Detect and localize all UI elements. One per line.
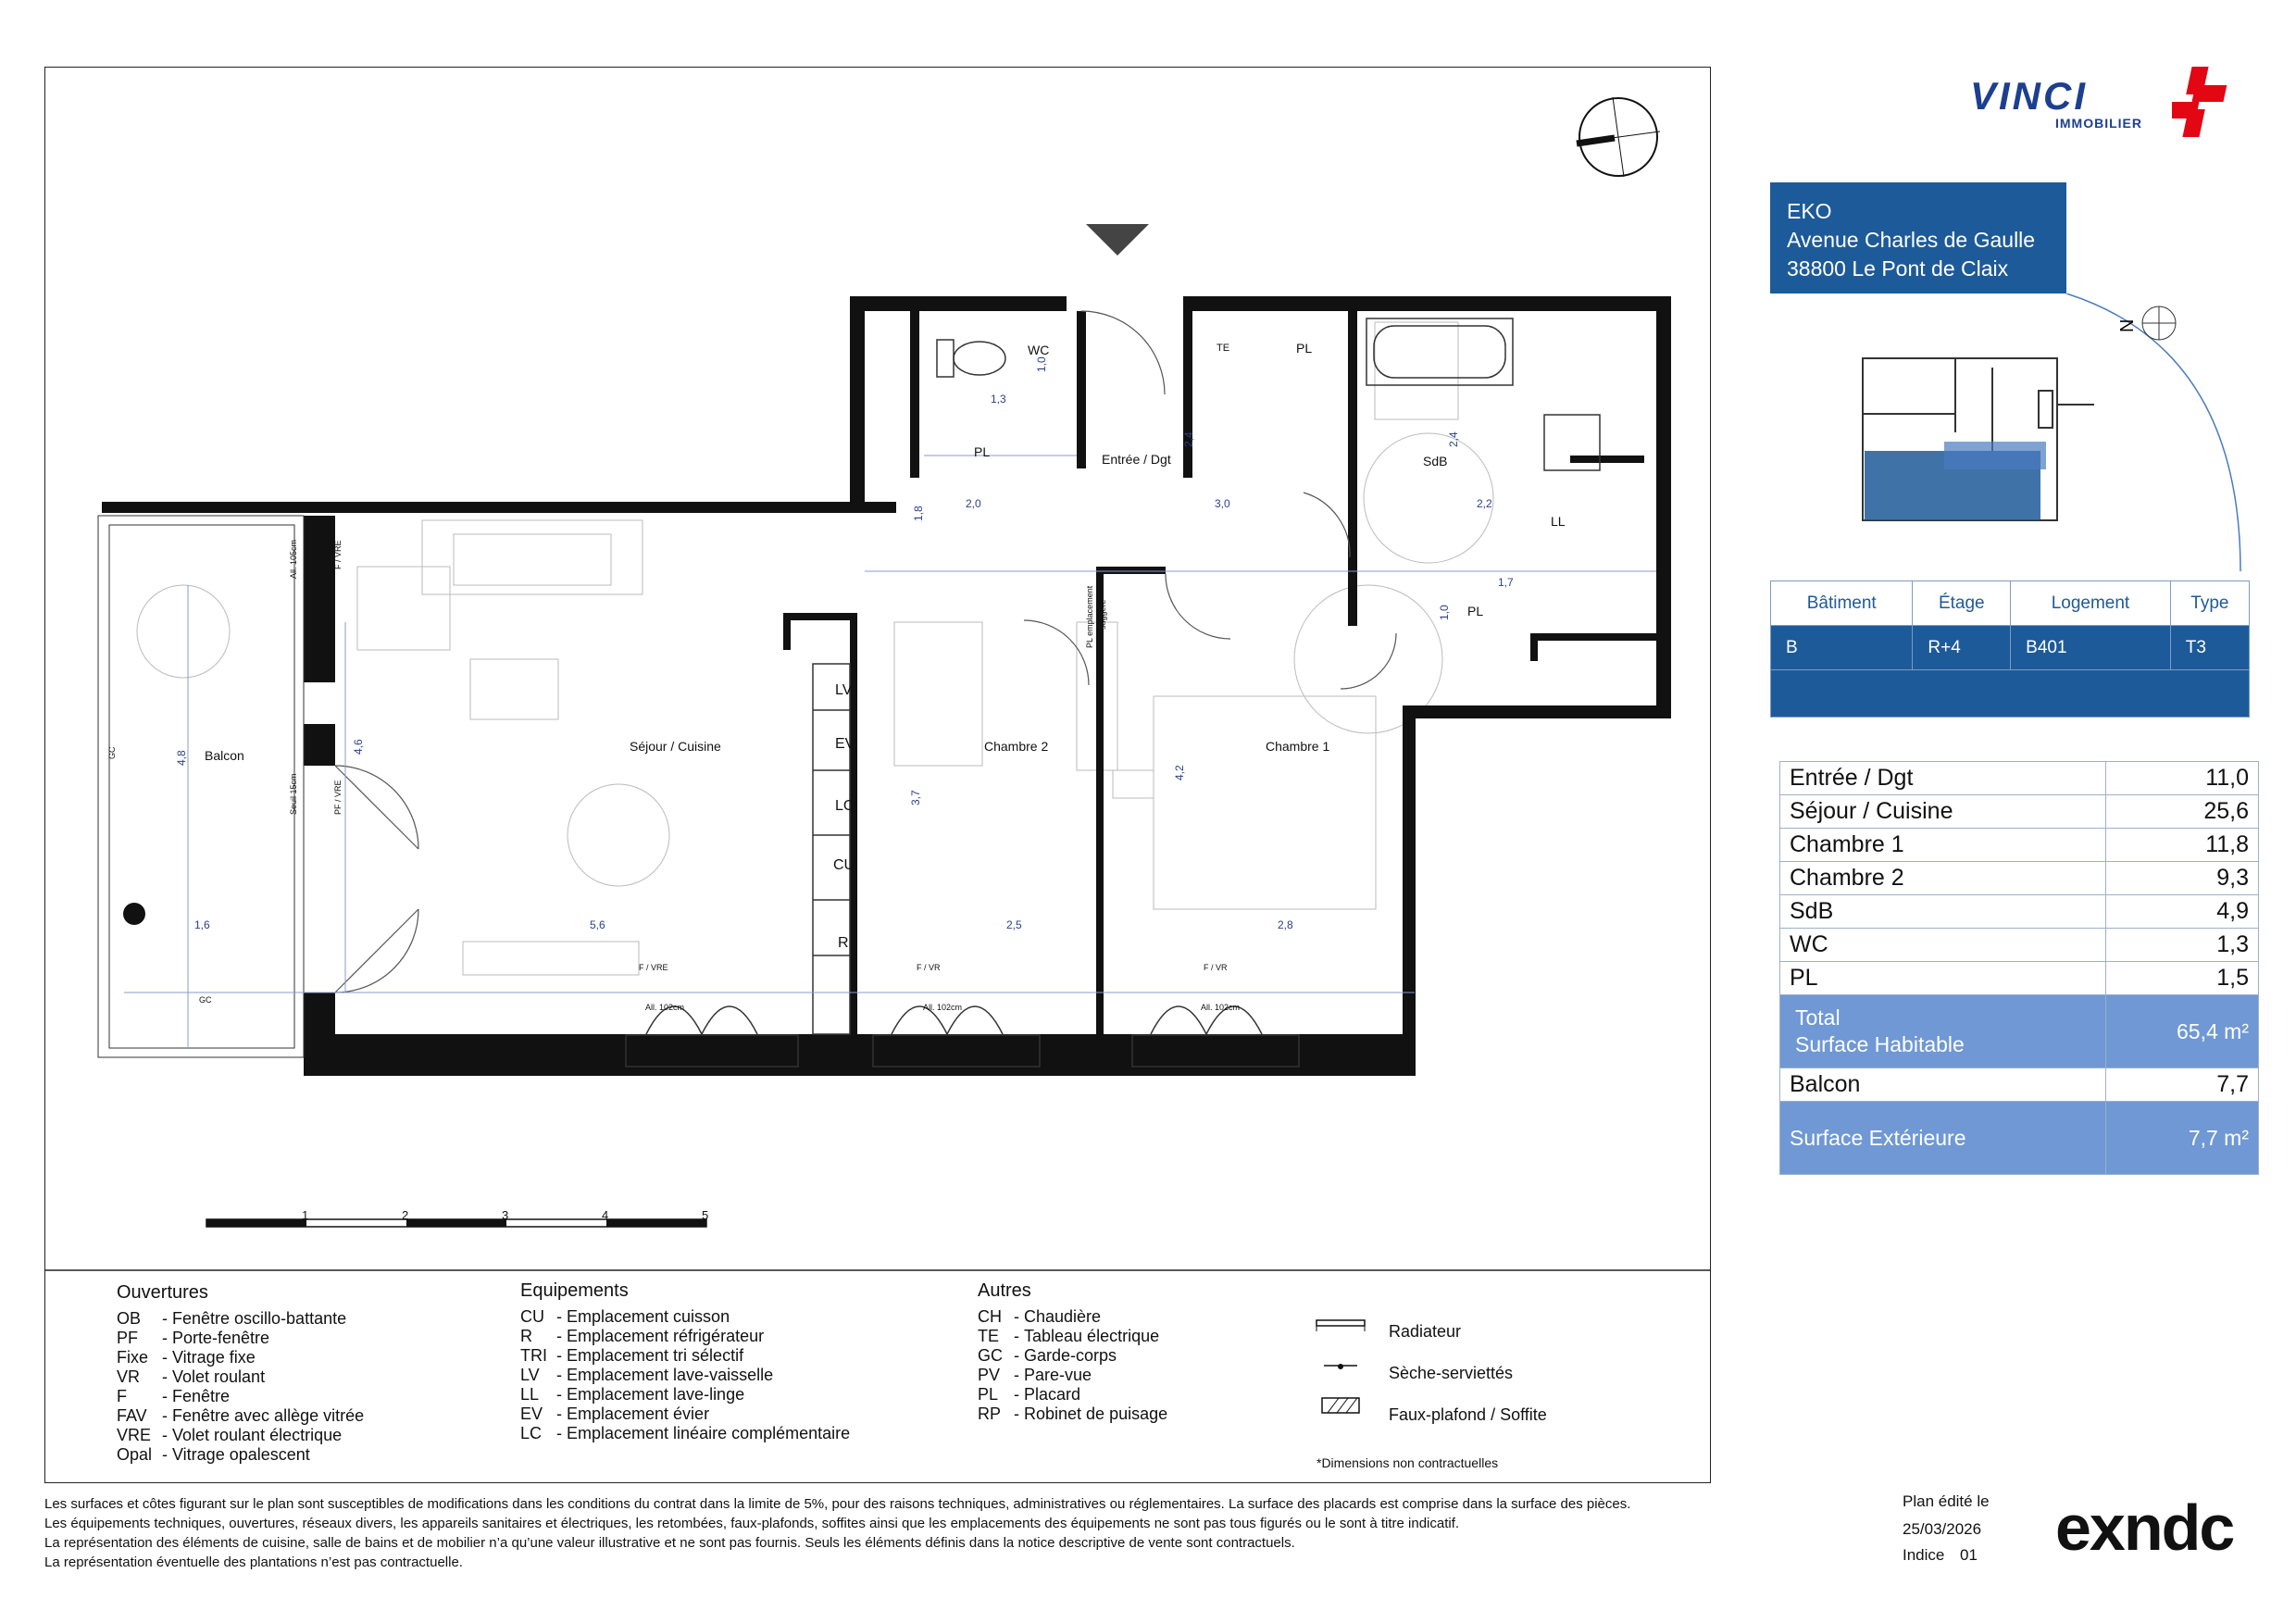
kitchen-cu-label: CU bbox=[833, 857, 855, 873]
legend-code: FAV bbox=[117, 1406, 147, 1425]
dim-label: 4,8 bbox=[175, 750, 188, 766]
room-wc-label: WC bbox=[1028, 343, 1050, 357]
balcony-outline bbox=[98, 516, 304, 1057]
legend-code: TE bbox=[978, 1327, 1000, 1345]
legend-equipements: CU - Emplacement cuisson R - Emplacement réfrigérateur TRI - Emplacement tri sélectif LV - Emplacement lave-vaisselle LL - Emplacement lave-linge EV - Emplacement évier LC - Emplacement linéaire complémentaire bbox=[520, 1307, 851, 1442]
lot-value: B bbox=[1771, 626, 1913, 670]
surface-row bbox=[1780, 829, 2259, 862]
surfaces-table bbox=[1779, 761, 2259, 1175]
key-plan-compass-label: N bbox=[2117, 318, 2138, 332]
vinci-logo bbox=[1970, 65, 2239, 139]
room-pl-1-label: PL bbox=[1296, 341, 1313, 356]
legend-code: LL bbox=[520, 1385, 540, 1404]
surface-row bbox=[1780, 895, 2259, 929]
all105-side-label: All. 105cm bbox=[289, 539, 298, 579]
dim-label: 2,2 bbox=[1477, 497, 1492, 510]
surface-room: Balcon bbox=[1780, 1068, 2106, 1102]
surface-value: 11,8 bbox=[2106, 829, 2259, 862]
key-plan bbox=[1770, 293, 2252, 581]
vinci-cross-icon bbox=[2172, 65, 2237, 139]
total-habitable-row bbox=[1780, 995, 2259, 1068]
legend-label: Robinet de puisage bbox=[1024, 1405, 1168, 1423]
fvre-side-label: F / VRE bbox=[333, 540, 343, 569]
legend-label: Pare-vue bbox=[1024, 1366, 1092, 1384]
total-label-1: Total bbox=[1795, 1005, 1841, 1030]
seche-serviettes-icon bbox=[1324, 1364, 1357, 1369]
pfvre-side-label: PF / VRE bbox=[333, 780, 343, 815]
legend-code: TRI bbox=[520, 1346, 547, 1365]
legend-ouvertures-title: Ouvertures bbox=[117, 1282, 208, 1303]
legend-label: Emplacement évier bbox=[567, 1405, 710, 1423]
dim-label: 1,8 bbox=[912, 506, 925, 521]
project-info-box bbox=[1770, 182, 2066, 293]
legend-code: PV bbox=[978, 1366, 1001, 1384]
surface-room: SdB bbox=[1780, 895, 2106, 929]
kitchen-ev-label: EV bbox=[835, 736, 855, 752]
legend-code: R bbox=[520, 1327, 532, 1345]
room-pl-3-label: PL bbox=[1467, 604, 1484, 618]
legend-note: *Dimensions non contractuelles bbox=[1316, 1455, 1499, 1470]
legend-code: RP bbox=[978, 1405, 1002, 1423]
legend-autres-title: Autres bbox=[978, 1280, 1031, 1301]
total-ext-value: 7,7 m² bbox=[2106, 1102, 2259, 1175]
bathtub bbox=[1366, 318, 1513, 385]
compass-icon bbox=[1577, 97, 1660, 177]
surface-room: Chambre 1 bbox=[1780, 829, 2106, 862]
legend-code: Opal bbox=[117, 1445, 153, 1464]
walls bbox=[102, 296, 1671, 1076]
legend-code: PL bbox=[978, 1385, 999, 1404]
legend-label: Fenêtre bbox=[172, 1387, 231, 1405]
seuil-side-label: Seuil 15cm bbox=[289, 773, 298, 815]
dim-label: 1,0 bbox=[1035, 356, 1048, 372]
legend-code: EV bbox=[520, 1405, 543, 1423]
legend-code: LC bbox=[520, 1424, 543, 1442]
balcon-row bbox=[1780, 1068, 2259, 1102]
legend-autres: CH - Chaudière TE - Tableau électrique GC - Garde-corps PV - Pare-vue PL - Placard RP - Robinet de puisage bbox=[978, 1307, 1168, 1423]
project-street: Avenue Charles de Gaulle bbox=[1787, 228, 2036, 252]
indice-label: Indice bbox=[1903, 1546, 1945, 1564]
legend-label: Placard bbox=[1024, 1385, 1081, 1404]
surface-room: PL bbox=[1780, 962, 2106, 995]
legend-equipements-title: Equipements bbox=[520, 1280, 629, 1301]
legend-code: LV bbox=[520, 1366, 540, 1384]
footer-line: Les équipements techniques, ouvertures, réseaux divers, les appareils sanitaires et électriques, les retombées, faux-plafonds, soffites ainsi que les emplacements des équipements ne sont pas tous figurés ou le sont à titre indicatif. bbox=[44, 1516, 1460, 1531]
legend-label: Vitrage opalescent bbox=[172, 1445, 310, 1464]
dim-label: 3,7 bbox=[909, 790, 922, 805]
dim-label: 5,6 bbox=[590, 918, 605, 931]
legend-code: VRE bbox=[117, 1426, 152, 1444]
balcony-gc-label: GC bbox=[107, 746, 117, 759]
surface-value: 1,3 bbox=[2106, 929, 2259, 962]
legend-code: PF bbox=[117, 1329, 139, 1347]
dim-label: 1,7 bbox=[1498, 576, 1514, 589]
room-te-label: TE bbox=[1217, 343, 1230, 354]
window-1-type: F / VRE bbox=[639, 963, 668, 972]
window-3-type: F / VR bbox=[1204, 963, 1228, 972]
project-city: 38800 Le Pont de Claix bbox=[1787, 256, 2009, 281]
dim-label: 2,4 bbox=[1182, 431, 1195, 447]
room-balcon-label: Balcon bbox=[205, 748, 244, 763]
surface-row bbox=[1780, 929, 2259, 962]
window-3-allege: All. 102cm bbox=[1201, 1003, 1241, 1012]
dim-label: 4,6 bbox=[352, 739, 365, 755]
scale-label: 3 bbox=[502, 1208, 509, 1222]
room-ll-label: LL bbox=[1551, 514, 1566, 529]
surface-value: 4,9 bbox=[2106, 895, 2259, 929]
dim-label: 2,0 bbox=[966, 497, 981, 510]
dim-label: 2,5 bbox=[1006, 918, 1022, 931]
radiateur-icon bbox=[1316, 1320, 1365, 1331]
surface-value: 25,6 bbox=[2106, 795, 2259, 829]
plan-edited-label: Plan édité le bbox=[1903, 1492, 1990, 1510]
legend-label: Volet roulant bbox=[172, 1367, 266, 1386]
dim-label: 1,3 bbox=[991, 393, 1006, 406]
lot-value: T3 bbox=[2170, 626, 2249, 670]
lot-header: Bâtiment bbox=[1771, 581, 1913, 626]
footer-line: Les surfaces et côtes figurant sur le plan sont susceptibles de modifications dans les conditions du contrat dans la limite de 5%, pour des raisons techniques, administratives ou réglementaires. La surface des placards est comprise dans la surface des pièces. bbox=[44, 1496, 1631, 1512]
lot-header: Type bbox=[2170, 581, 2249, 626]
surface-row bbox=[1780, 762, 2259, 795]
surface-value: 7,7 bbox=[2106, 1068, 2259, 1102]
room-sejour-label: Séjour / Cuisine bbox=[630, 739, 721, 754]
legend-label: Emplacement lave-linge bbox=[567, 1385, 745, 1404]
legend-code: OB bbox=[117, 1309, 142, 1328]
kitchen-counter bbox=[813, 664, 853, 1034]
room-chambre1-label: Chambre 1 bbox=[1266, 739, 1330, 754]
dim-label: 1,6 bbox=[194, 918, 210, 931]
legend-code: F bbox=[117, 1387, 127, 1405]
room-sdb-label: SdB bbox=[1423, 454, 1448, 468]
surface-row bbox=[1780, 962, 2259, 995]
legend-label: Tableau électrique bbox=[1024, 1327, 1160, 1345]
room-entree-label: Entrée / Dgt bbox=[1102, 452, 1171, 467]
faux-plafond-icon bbox=[1322, 1398, 1359, 1413]
legend-label: Fenêtre avec allège vitrée bbox=[172, 1406, 365, 1425]
legend-label: Volet roulant électrique bbox=[172, 1426, 343, 1444]
plan-date: 25/03/2026 bbox=[1903, 1520, 1982, 1538]
project-name: EKO bbox=[1787, 199, 1832, 223]
kitchen-lc-label: LC bbox=[835, 798, 855, 814]
legend-label: Emplacement réfrigérateur bbox=[567, 1327, 765, 1345]
lot-empty-row bbox=[1771, 670, 2250, 718]
lot-header: Logement bbox=[2011, 581, 2171, 626]
balcony-gc-label-2: GC bbox=[199, 995, 212, 1005]
legend-code: CH bbox=[978, 1307, 1002, 1326]
entrance-arrow-icon bbox=[1086, 224, 1149, 256]
legend-code: VR bbox=[117, 1367, 141, 1386]
scale-label: 2 bbox=[402, 1208, 409, 1222]
legend-label: Emplacement linéaire complémentaire bbox=[567, 1424, 851, 1442]
legend-seche: Sèche-serviettés bbox=[1389, 1364, 1514, 1382]
total-label-2: Surface Habitable bbox=[1795, 1032, 1965, 1056]
surface-value: 1,5 bbox=[2106, 962, 2259, 995]
scale-bar bbox=[206, 1219, 706, 1227]
legend-radiateur: Radiateur bbox=[1389, 1322, 1462, 1341]
legend-code: CU bbox=[520, 1307, 544, 1326]
room-pl-2-label: PL bbox=[974, 444, 991, 459]
scale-label: 4 bbox=[602, 1208, 609, 1222]
exndc-logo: exndc bbox=[2055, 1492, 2234, 1564]
window-2-allege: All. 102cm bbox=[923, 1003, 963, 1012]
furniture-outlines bbox=[137, 322, 1493, 975]
dim-label: 2,4 bbox=[1447, 431, 1460, 447]
legend-faux-plafond: Faux-plafond / Soffite bbox=[1389, 1405, 1547, 1424]
footer-disclaimer bbox=[44, 1494, 1630, 1572]
surface-value: 9,3 bbox=[2106, 862, 2259, 895]
dim-label: 3,0 bbox=[1215, 497, 1230, 510]
lot-table bbox=[1770, 581, 2250, 718]
legend-label: Emplacement lave-vaisselle bbox=[567, 1366, 774, 1384]
dim-label: 2,8 bbox=[1278, 918, 1293, 931]
lot-header: Étage bbox=[1913, 581, 2011, 626]
vinci-logo-sub: IMMOBILIER bbox=[2055, 116, 2142, 131]
legend-label: Emplacement tri sélectif bbox=[567, 1346, 744, 1365]
kitchen-r-label: R bbox=[838, 935, 849, 951]
vinci-logo-text: VINCI bbox=[1970, 74, 2089, 118]
lot-value: B401 bbox=[2011, 626, 2171, 670]
pl-suggere-label-1: PL emplacement bbox=[1085, 585, 1094, 648]
legend-ouvertures: OB - Fenêtre oscillo-battante PF - Porte-fenêtre Fixe - Vitrage fixe VR - Volet roulant F - Fenêtre FAV - Fenêtre avec allège vitrée VRE - Volet roulant électrique Opal - Vitrage opalescent bbox=[117, 1309, 365, 1464]
dim-label: 4,2 bbox=[1173, 765, 1186, 780]
surface-row bbox=[1780, 862, 2259, 895]
surface-row bbox=[1780, 795, 2259, 829]
surface-room: Chambre 2 bbox=[1780, 862, 2106, 895]
legend-label: Vitrage fixe bbox=[172, 1348, 256, 1367]
surface-room: Entrée / Dgt bbox=[1780, 762, 2106, 795]
surface-room: Séjour / Cuisine bbox=[1780, 795, 2106, 829]
window-1-allege: All. 102cm bbox=[645, 1003, 685, 1012]
room-chambre2-label: Chambre 2 bbox=[984, 739, 1049, 754]
legend-code: GC bbox=[978, 1346, 1003, 1365]
kitchen-lv-label: LV bbox=[835, 682, 853, 698]
surface-room: WC bbox=[1780, 929, 2106, 962]
dim-label: 1,0 bbox=[1438, 605, 1451, 620]
footer-line: La représentation éventuelle des plantations n’est pas contractuelle. bbox=[44, 1554, 463, 1570]
lot-value: R+4 bbox=[1913, 626, 2011, 670]
legend-label: Chaudière bbox=[1024, 1307, 1102, 1326]
surface-value: 11,0 bbox=[2106, 762, 2259, 795]
footer-line: La représentation des éléments de cuisine, salle de bains et de mobilier n’a qu’une valeur illustrative et ne sont pas fournis. Seuls les éléments définis dans la notice descriptive de vente sont contractuels. bbox=[44, 1535, 1295, 1551]
window-2-type: F / VR bbox=[917, 963, 941, 972]
total-habitable-value: 65,4 m² bbox=[2106, 995, 2259, 1068]
indice-value: 01 bbox=[1960, 1546, 1978, 1564]
total-ext-row bbox=[1780, 1102, 2259, 1175]
total-ext-label: Surface Extérieure bbox=[1780, 1102, 2106, 1175]
scale-label: 1 bbox=[302, 1208, 309, 1222]
legend-label: Emplacement cuisson bbox=[567, 1307, 730, 1326]
toilet-icon bbox=[937, 340, 1005, 377]
legend-code: Fixe bbox=[117, 1348, 149, 1367]
pl-suggere-label-2: suggéré bbox=[1098, 599, 1107, 630]
marker-dot bbox=[123, 903, 145, 925]
legend-symbols bbox=[1315, 1313, 1370, 1415]
scale-label: 5 bbox=[702, 1208, 709, 1222]
door-swings bbox=[335, 311, 1396, 993]
total-habitable-label bbox=[1780, 995, 2106, 1068]
legend-label: Porte-fenêtre bbox=[172, 1329, 270, 1347]
legend-label: Fenêtre oscillo-battante bbox=[172, 1309, 347, 1328]
legend-label: Garde-corps bbox=[1024, 1346, 1117, 1365]
